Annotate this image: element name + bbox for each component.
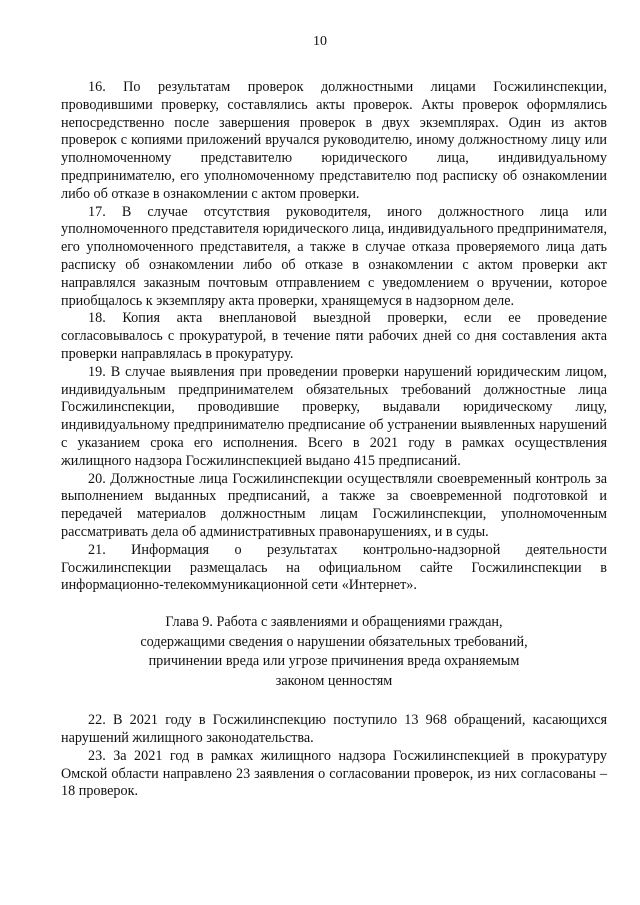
- paragraph-21: 21. Информация о результатах контрольно-надзорной деятельности Госжилинспекции размещалась на официальном сайте Госжилинспекции в информационно-телекоммуникационной сети «Интернет».: [61, 541, 607, 594]
- paragraph-20: 20. Должностные лица Госжилинспекции осуществляли своевременный контроль за выполнением выданных предписаний, а также за своевременной подготовкой и передачей материалов должностным лицам Госжилинспекции, уполномоченным рассматривать дела об административных правонарушениях, и в суды.: [61, 470, 607, 540]
- chapter-heading: [61, 613, 607, 691]
- chapter-heading-line: Глава 9. Работа с заявлениями и обращениями граждан,: [165, 614, 503, 631]
- chapter-heading-line: законом ценностям: [275, 672, 393, 689]
- paragraph-19: 19. В случае выявления при проведении проверки нарушений юридическим лицом, индивидуальным предпринимателем обязательных требований должностные лица Госжилинспекции, проводившие проверку, выдавали юридическому лицу, индивидуальному предпринимателю предписание об устранении выявленных нарушений с указанием срока его исполнения. Всего в 2021 году в рамках осуществления жилищного надзора Госжилинспекцией выдано 415 предписаний.: [61, 363, 607, 469]
- document-body: [61, 79, 607, 801]
- paragraph-23: 23. За 2021 год в рамках жилищного надзора Госжилинспекцией в прокуратуру Омской области направлено 23 заявления о согласовании проверок, из них согласованы – 18 проверок.: [61, 747, 607, 800]
- paragraph-16: 16. По результатам проверок должностными лицами Госжилинспекции, проводившими проверку, составлялись акты проверок. Акты проверок оформлялись непосредственно после завершения проверок в двух экземплярах. Один из актов проверок с копиями приложений вручался руководителю, иному должностному лицу или уполномоченному представителю юридического лица, индивидуальному предпринимателю, его уполномоченному представителю под расписку об ознакомлении либо об отказе в ознакомлении с актом проверки.: [61, 79, 607, 202]
- paragraph-17: 17. В случае отсутствия руководителя, иного должностного лица или уполномоченного представителя юридического лица, индивидуального предпринимателя, его уполномоченного представителя, а также в случае отказа проверяемого лица дать расписку об ознакомлении либо об отказе в ознакомлении с актом проверки акт направлялся заказным почтовым отправлением с уведомлением о вручении, которое приобщалось к экземпляру акта проверки, хранящемуся в надзорном деле.: [61, 203, 607, 309]
- chapter-heading-line: содержащими сведения о нарушении обязательных требований,: [140, 633, 528, 650]
- chapter-heading-line: причинении вреда или угрозе причинения вреда охраняемым: [148, 653, 520, 670]
- paragraph-22: 22. В 2021 году в Госжилинспекцию поступило 13 968 обращений, касающихся нарушений жилищного законодательства.: [61, 712, 607, 746]
- page-number: 10: [313, 34, 327, 49]
- paragraph-18: 18. Копия акта внеплановой выездной проверки, если ее проведение согласовывалось с прокуратурой, в течение пяти рабочих дней со дня составления акта проверки направлялась в прокуратуру.: [61, 310, 607, 362]
